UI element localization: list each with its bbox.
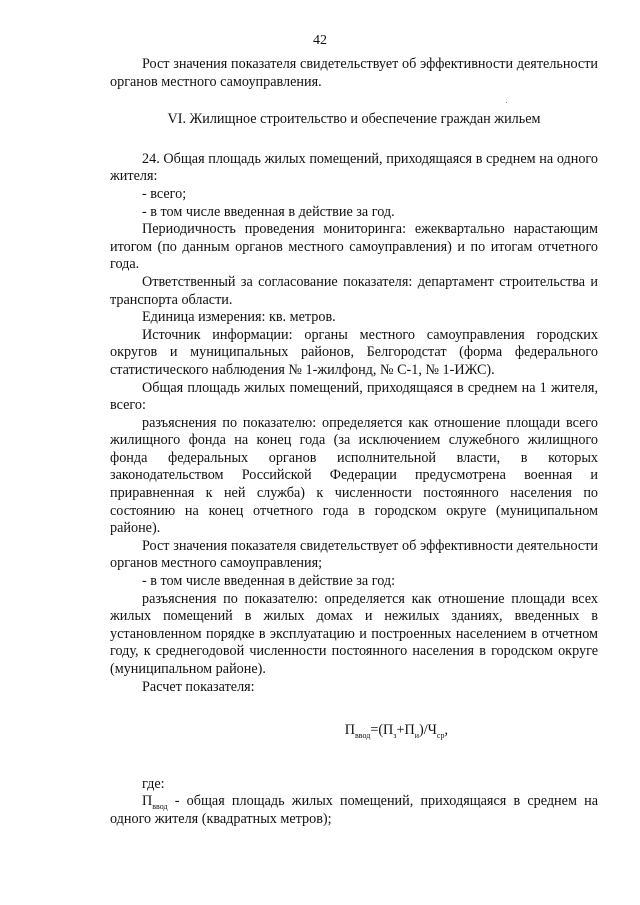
- document-body: [110, 56, 598, 829]
- definition-symbol-sub: ввод: [152, 802, 168, 812]
- formula-sub-vvod: ввод: [354, 731, 371, 741]
- formula-eq-open: =(П: [370, 722, 394, 739]
- formula-sub-i: и: [414, 731, 419, 741]
- paragraph-commissioned-year: - в том числе введенная в действие за год:: [142, 573, 396, 590]
- page-number: 42: [313, 33, 327, 48]
- formula-plus: +П: [396, 722, 415, 739]
- paragraph-source: Источник информации: органы местного самоуправления городских округов и муниципальных районов, Белгородстат (форма федерального статистического наблюдения № 1-жилфонд, № С-1, № 1-ИЖС).: [110, 326, 598, 378]
- paragraph-periodicity: Периодичность проведения мониторинга: ежеквартально нарастающим итогом (по данным органов местного самоуправления) и по итогам отчетного года.: [110, 221, 598, 273]
- formula-sub-z: з: [393, 731, 397, 741]
- paragraph-total: - всего;: [142, 185, 187, 202]
- formula-p: П: [344, 722, 355, 739]
- paragraph-unit: Единица измерения: кв. метров.: [142, 309, 336, 326]
- paragraph-growth-note-1: Рост значения показателя свидетельствует об эффективности деятельности органов местного самоуправления.: [110, 56, 598, 90]
- paragraph-responsible: Ответственный за согласование показателя: департамент строительства и транспорта области.: [110, 273, 598, 308]
- paragraph-commissioned: - в том числе введенная в действие за год.: [142, 203, 395, 220]
- formula-sub-sr: ср: [436, 731, 445, 741]
- paragraph-growth-note-2: Рост значения показателя свидетельствует об эффективности деятельности органов местного самоуправления;: [110, 537, 598, 572]
- definition-symbol: П: [142, 793, 153, 810]
- paragraph-calculation: Расчет показателя:: [142, 678, 255, 695]
- formula: [110, 722, 598, 740]
- paragraph-where: где:: [142, 775, 165, 792]
- definition-text: - общая площадь жилых помещений, приходящаяся в среднем на одного жителя (квадратных метров);: [110, 793, 598, 827]
- paragraph-total-area: Общая площадь жилых помещений, приходящаяся в среднем на 1 жителя, всего:: [110, 379, 598, 414]
- paragraph-explanation-2: разъяснения по показателю: определяется как отношение площади всех жилых помещений в жилых домах и нежилых зданиях, введенных в установленном порядке в эксплуатацию и построенных населением в отчетном году, к среднегодовой численности постоянного населения в городском округе (муниципальном районе).: [110, 590, 598, 677]
- paragraph-definition: [110, 793, 598, 828]
- paragraph-explanation-1: разъяснения по показателю: определяется как отношение площади всего жилищного фонда на конец года (за исключением служебного жилищного фонда федеральных органов исполнительной власти, в которых законодательством Российской Федерации предусмотрена военная и приравненная к ней служба) к численности постоянного населения по состоянию на конец отчетного года в городском округе (муниципальном районе).: [110, 414, 598, 537]
- paragraph-indicator-24: 24. Общая площадь жилых помещений, приходящаяся в среднем на одного жителя:: [110, 150, 598, 185]
- section-heading: VI. Жилищное строительство и обеспечение граждан жильем: [167, 111, 541, 128]
- formula-tail: ,: [444, 722, 448, 739]
- formula-div: )/Ч: [419, 722, 437, 739]
